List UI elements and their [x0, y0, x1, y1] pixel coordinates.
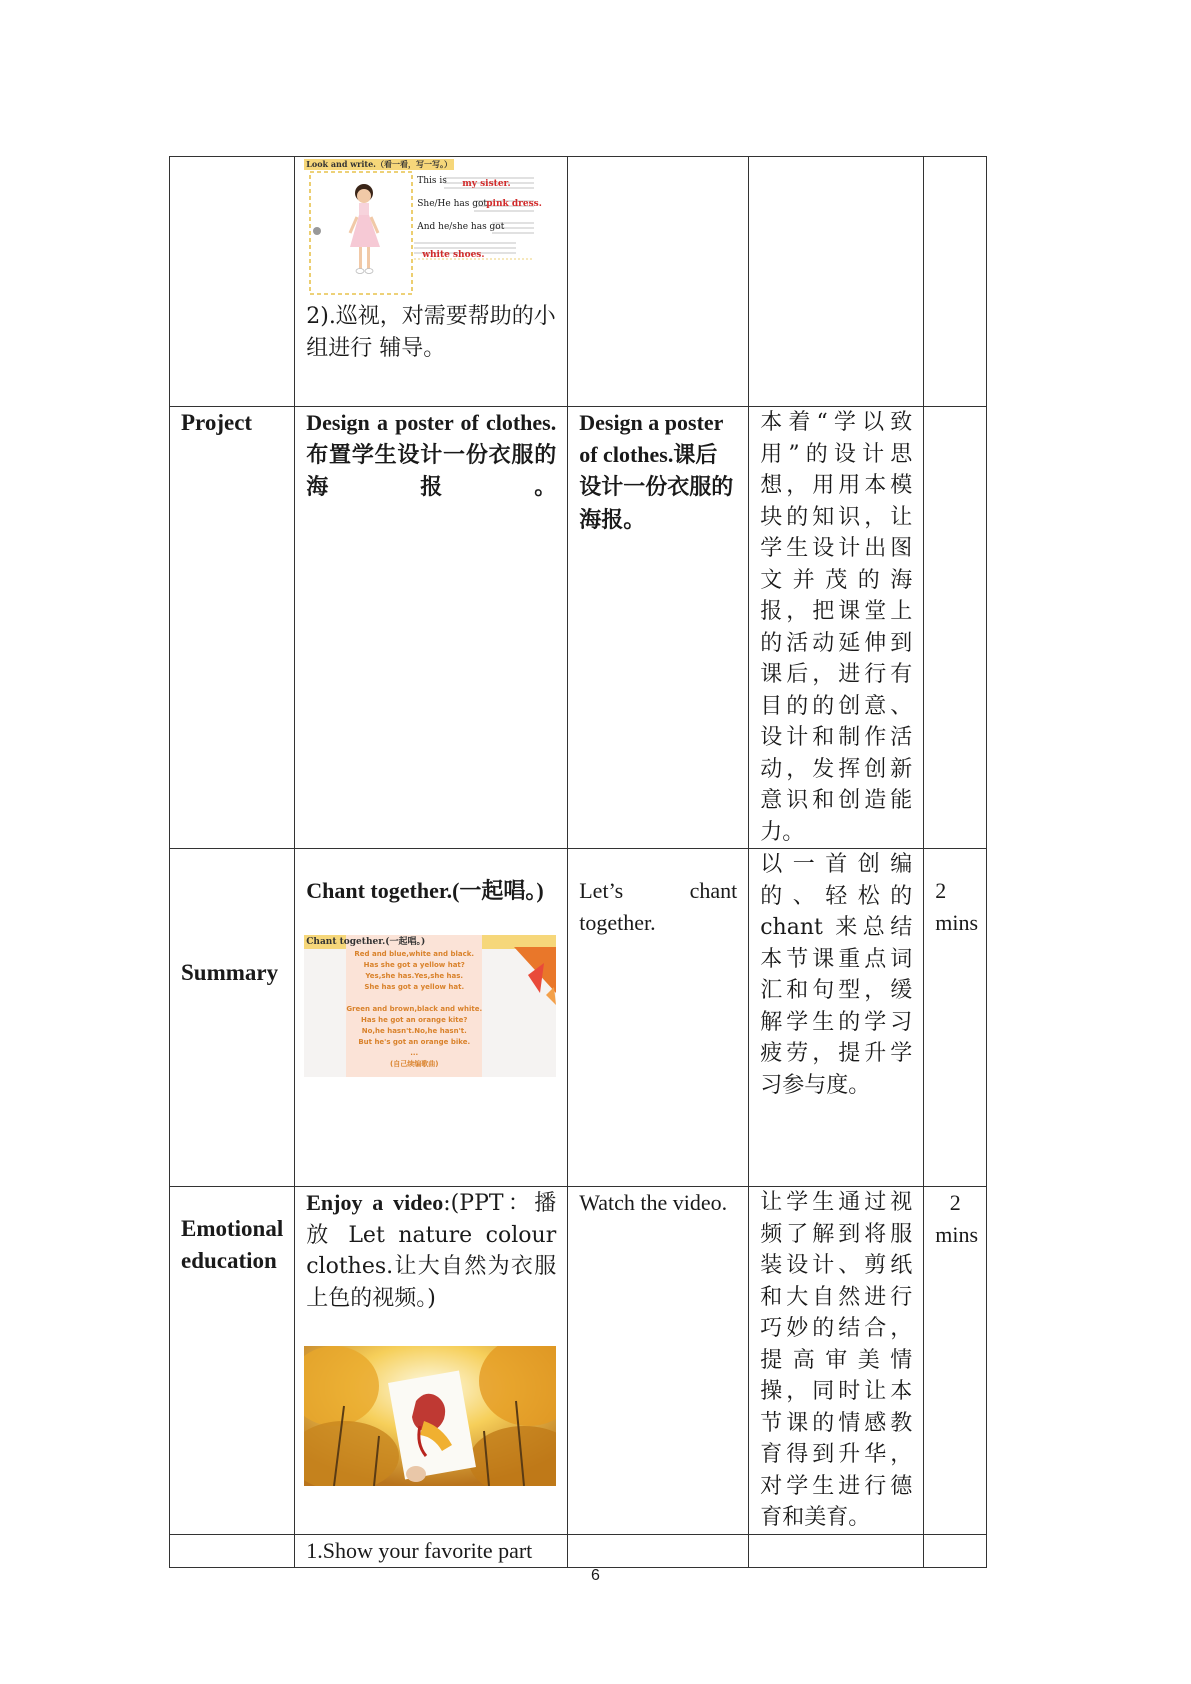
- summary-teacher-activity: Chant together.(一起唱。): [306, 878, 544, 903]
- worksheet-line1-prefix: This is: [417, 176, 447, 186]
- teacher-activity-cell: [295, 407, 568, 849]
- emotional-purpose-a: 让学生通过视频了解到: [760, 1190, 913, 1247]
- table-row: [170, 1534, 987, 1567]
- stage-cell: [170, 1187, 295, 1535]
- worksheet-line3-prefix: And he/she has got: [417, 222, 505, 232]
- video-thumbnail: [304, 1346, 556, 1486]
- emotional-purpose-b: 将服装设计、剪纸和大自然进行巧妙的结合: [760, 1221, 913, 1341]
- emotional-student-activity: Watch the video.: [579, 1190, 728, 1215]
- chant-line: Yes,she has.Yes,she has.: [365, 971, 464, 980]
- worksheet-image: [304, 159, 544, 299]
- chant-line: She has got a yellow hat.: [364, 982, 465, 991]
- time-cell: [924, 1187, 987, 1535]
- purpose-cell: [749, 1534, 924, 1567]
- project-teacher-activity: [306, 407, 556, 504]
- purpose-cell: [749, 407, 924, 849]
- student-activity-cell: [568, 1534, 749, 1567]
- table-row: [170, 849, 987, 1187]
- worksheet-line2-answer: pink dress.: [486, 199, 542, 209]
- worksheet-title: Look and write.（看一看，写一写。）: [306, 159, 452, 169]
- student-activity-cell: [568, 1187, 749, 1535]
- time-cell: [924, 849, 987, 1187]
- purpose-cell: [749, 1187, 924, 1535]
- chant-line: But he's got an orange bike.: [358, 1037, 471, 1046]
- teacher-activity-cell: [295, 849, 568, 1187]
- worksheet-line1-answer: my sister.: [462, 179, 511, 189]
- emotional-teacher-activity: [306, 1187, 556, 1314]
- student-activity-cell: [568, 157, 749, 407]
- chant-line: (自己续编歌曲): [390, 1059, 439, 1068]
- chant-line: Green and brown,black and white.: [346, 1004, 483, 1013]
- chant-slide: [304, 935, 556, 1077]
- student-activity-cell: [568, 849, 749, 1187]
- time-cell: [924, 1534, 987, 1567]
- table-row: [170, 1187, 987, 1535]
- teacher-note: 2).巡视，对需要帮助的小组进行 辅导。: [306, 304, 556, 361]
- time-cell: [924, 407, 987, 849]
- stage-cell: [170, 849, 295, 1187]
- emotional-time: 2 mins: [935, 1190, 979, 1247]
- chant-line: Has she got a yellow hat?: [363, 960, 465, 969]
- chant-line: ...: [410, 1048, 419, 1057]
- stage-cell: [170, 407, 295, 849]
- stage-label: Summary: [181, 959, 279, 985]
- purpose-cell: [749, 849, 924, 1187]
- emotional-purpose-c: ，提高审美情操，同时让本节课的情感教育得到升华，对学生进行德育和美育。: [760, 1316, 913, 1530]
- worksheet-line2-prefix: She/He has got: [417, 199, 488, 209]
- student-activity-cell: [568, 407, 749, 849]
- emotional-teacher-rest: :(PPT：播放 Let nature colour clothes.让大自然为衣服上色的视频。): [306, 1191, 557, 1311]
- slide-corner-decoration: [496, 935, 556, 1015]
- project-student-activity: [579, 407, 737, 536]
- summary-purpose: 以一首创编的、轻松的 chant 来总结本节课重点词汇和句型，缓解学生的学习疲劳，提升学习参与度。: [760, 852, 913, 1098]
- chant-line: No,he hasn't.No,he hasn't.: [361, 1026, 467, 1035]
- worksheet-line4-answer: white shoes.: [422, 250, 485, 260]
- emotional-teacher-bold: Enjoy a video: [306, 1190, 444, 1215]
- project-teacher-cn: 布置学生设计一份衣服的海报。: [306, 442, 557, 500]
- chant-lines: [346, 949, 482, 1070]
- project-student-cn: 课后设计一份衣服的海报。: [579, 442, 734, 533]
- chant-line: Has he got an orange kite?: [360, 1015, 468, 1024]
- page-number: 6: [591, 1567, 600, 1584]
- table-row: [170, 157, 987, 407]
- stage-cell: [170, 157, 295, 407]
- project-student-en: Design a poster of clothes.: [579, 410, 724, 467]
- project-teacher-en: Design a poster of clothes.: [306, 410, 557, 435]
- stage-label: Emotional education: [181, 1216, 284, 1273]
- summary-student-activity: Let’s chant together.: [579, 878, 738, 935]
- stage-cell: [170, 1534, 295, 1567]
- purpose-cell: [749, 157, 924, 407]
- teacher-activity-cell: [295, 1534, 568, 1567]
- chant-line: Red and blue,white and black.: [354, 949, 475, 958]
- lesson-plan-table: [169, 156, 987, 1568]
- chant-slide-title: Chant together.(一起唱。): [306, 936, 426, 947]
- chant-line: [346, 993, 482, 1004]
- teacher-activity-cell: [295, 1187, 568, 1535]
- emotional-purpose: [760, 1187, 912, 1534]
- stage-label: Project: [181, 410, 253, 435]
- autumn-paper-cut-image: [304, 1346, 556, 1486]
- table-row: [170, 407, 987, 849]
- teacher-activity-cell: [295, 157, 568, 407]
- time-cell: [924, 157, 987, 407]
- summary-time: 2 mins: [935, 878, 979, 935]
- last-row-teacher-activity: 1.Show your favorite part: [306, 1537, 533, 1563]
- project-purpose: 本着“学以致用”的设计思想，用用本模块的知识，让学生设计出图文并茂的海报，把课堂上的活动延伸到课后，进行有目的的创意、设计和制作活动，发挥创新意识和创造能力。: [760, 410, 913, 845]
